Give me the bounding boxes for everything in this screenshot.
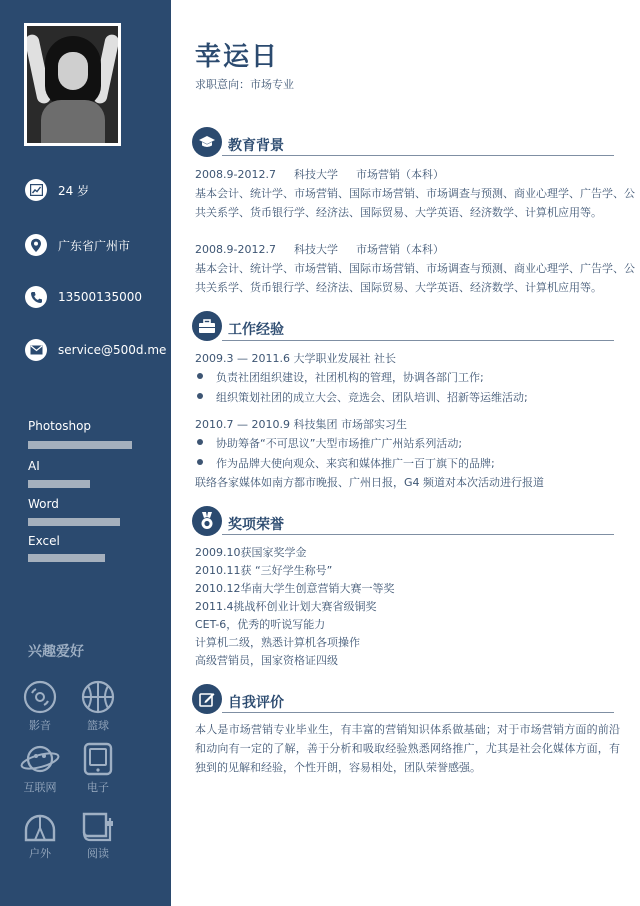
graduation-cap-icon bbox=[192, 127, 222, 157]
skill-name: AI bbox=[28, 459, 40, 473]
self-eval-title: 自我评价 bbox=[228, 695, 284, 711]
skill-name: Photoshop bbox=[28, 419, 92, 433]
award-item: 2009.10获国家奖学金 bbox=[195, 546, 307, 559]
film-disc-icon bbox=[15, 680, 65, 714]
info-phone bbox=[25, 286, 142, 308]
sidebar bbox=[0, 0, 171, 906]
hobby-title: 兴趣爱好 bbox=[28, 644, 84, 660]
job-intent-label: 求职意向： bbox=[195, 78, 250, 91]
hobby-outdoor bbox=[15, 810, 65, 861]
self-eval-divider bbox=[222, 712, 614, 713]
hobby-label: 影音 bbox=[29, 719, 51, 732]
edu-major: 市场营销（本科） bbox=[355, 243, 444, 256]
phone-text: 13500135000 bbox=[58, 290, 142, 304]
book-icon bbox=[73, 810, 123, 842]
award-item: 2010.12华南大学生创意营销大赛一等奖 bbox=[195, 582, 395, 595]
electronics-device-icon bbox=[73, 742, 123, 776]
location-icon bbox=[25, 234, 47, 256]
phone-icon bbox=[25, 286, 47, 308]
edu-courses: 基本会计、统计学、市场营销、国际市场营销、市场调查与预测、商业心理学、广告学、公 bbox=[195, 187, 635, 200]
location-text: 广东省广州市 bbox=[58, 238, 131, 253]
skill-bar bbox=[28, 480, 90, 488]
edu-courses: 共关系学、货币银行学、经济法、国际贸易、大学英语、经济数学、计算机应用等。 bbox=[195, 206, 602, 219]
hobby-internet bbox=[15, 742, 65, 795]
edu-major: 市场营销（本科） bbox=[355, 168, 444, 181]
award-item: CET-6，优秀的听说写能力 bbox=[195, 618, 326, 631]
award-item: 2010.11获 “三好学生称号” bbox=[195, 564, 333, 577]
profile-photo bbox=[24, 23, 121, 146]
edu-period: 2008.9-2012.7 bbox=[195, 168, 276, 181]
work-title: 工作经验 bbox=[228, 322, 284, 338]
medal-icon bbox=[192, 506, 222, 536]
info-age bbox=[25, 179, 89, 201]
job-header: 2010.7 — 2010.9 科技集团 市场部实习生 bbox=[195, 418, 407, 431]
candidate-name: 幸运日 bbox=[195, 42, 280, 72]
basketball-icon bbox=[73, 680, 123, 714]
edu-courses: 基本会计、统计学、市场营销、国际市场营销、市场调查与预测、商业心理学、广告学、公 bbox=[195, 262, 635, 275]
info-location bbox=[25, 234, 130, 256]
award-item: 高级营销员，国家资格证四级 bbox=[195, 654, 338, 667]
job-duty: 负责社团组织建设，社团机构的管理，协调各部门工作; bbox=[216, 371, 484, 384]
info-email bbox=[25, 339, 166, 361]
briefcase-icon bbox=[192, 311, 222, 341]
edu-school: 科技大学 bbox=[293, 243, 338, 256]
hobby-basketball bbox=[73, 680, 123, 733]
bullet-dot bbox=[197, 459, 203, 465]
work-divider bbox=[222, 340, 614, 341]
education-entry-header bbox=[195, 241, 444, 257]
self-eval-text: 本人是市场营销专业毕业生，有丰富的营销知识体系做基础；对于市场营销方面的前沿和动向有一定的了解，善于分析和吸取经验熟悉网络推广，尤其是社会化媒体方面，有独到的见解和经验，个性开朗，容易相处，团队荣誉感强。 bbox=[195, 723, 620, 774]
bullet-dot bbox=[197, 373, 203, 379]
hobby-label: 户外 bbox=[29, 847, 51, 860]
job-note: 联络各家媒体如南方都市晚报、广州日报，G4 频道对本次活动进行报道 bbox=[195, 476, 545, 489]
hobby-film bbox=[15, 680, 65, 733]
awards-divider bbox=[222, 534, 614, 535]
edu-period: 2008.9-2012.7 bbox=[195, 243, 276, 256]
skill-bar bbox=[28, 441, 132, 449]
skill-bar bbox=[28, 554, 105, 562]
job-intent bbox=[195, 76, 294, 92]
education-entry-header bbox=[195, 166, 444, 182]
skill-bar bbox=[28, 518, 120, 526]
age-text: 24 岁 bbox=[58, 183, 90, 198]
awards-header bbox=[192, 506, 284, 536]
education-divider bbox=[222, 155, 614, 156]
hobby-electronics bbox=[73, 742, 123, 795]
job-header: 2009.3 — 2011.6 大学职业发展社 社长 bbox=[195, 352, 396, 365]
hobby-reading bbox=[73, 810, 123, 861]
bullet-dot bbox=[197, 439, 203, 445]
skill-name: Word bbox=[28, 497, 59, 511]
education-title: 教育背景 bbox=[228, 138, 284, 154]
work-header bbox=[192, 311, 284, 341]
bullet-dot bbox=[197, 393, 203, 399]
job-duty: 组织策划社团的成立大会、竞选会、团队培训、招新等运维活动; bbox=[216, 391, 528, 404]
hobby-label: 互联网 bbox=[23, 781, 57, 794]
award-item: 计算机二级，熟悉计算机各项操作 bbox=[195, 636, 360, 649]
outdoor-tent-icon bbox=[15, 810, 65, 842]
job-duty: 协助筹备“不可思议”大型市场推广广州站系列活动; bbox=[216, 437, 463, 450]
hobby-label: 电子 bbox=[87, 781, 109, 794]
edu-courses: 共关系学、货币银行学、经济法、国际贸易、大学英语、经济数学、计算机应用等。 bbox=[195, 281, 602, 294]
job-duty: 作为品牌大使向观众、来宾和媒体推广一百丁旗下的品牌; bbox=[216, 457, 495, 470]
awards-title: 奖项荣誉 bbox=[228, 517, 284, 533]
hobby-label: 篮球 bbox=[87, 719, 109, 732]
edu-school: 科技大学 bbox=[293, 168, 338, 181]
hobby-label: 阅读 bbox=[87, 847, 109, 860]
education-header bbox=[192, 127, 284, 157]
edit-pencil-icon bbox=[192, 684, 222, 714]
self-eval-header bbox=[192, 684, 284, 714]
skill-name: Excel bbox=[28, 534, 60, 548]
chart-icon bbox=[25, 179, 47, 201]
award-item: 2011.4挑战杯创业计划大赛省级铜奖 bbox=[195, 600, 377, 613]
email-text: service@500d.me bbox=[58, 343, 167, 357]
internet-planet-icon bbox=[15, 742, 65, 776]
job-intent-value: 市场专业 bbox=[250, 78, 294, 91]
email-icon bbox=[25, 339, 47, 361]
